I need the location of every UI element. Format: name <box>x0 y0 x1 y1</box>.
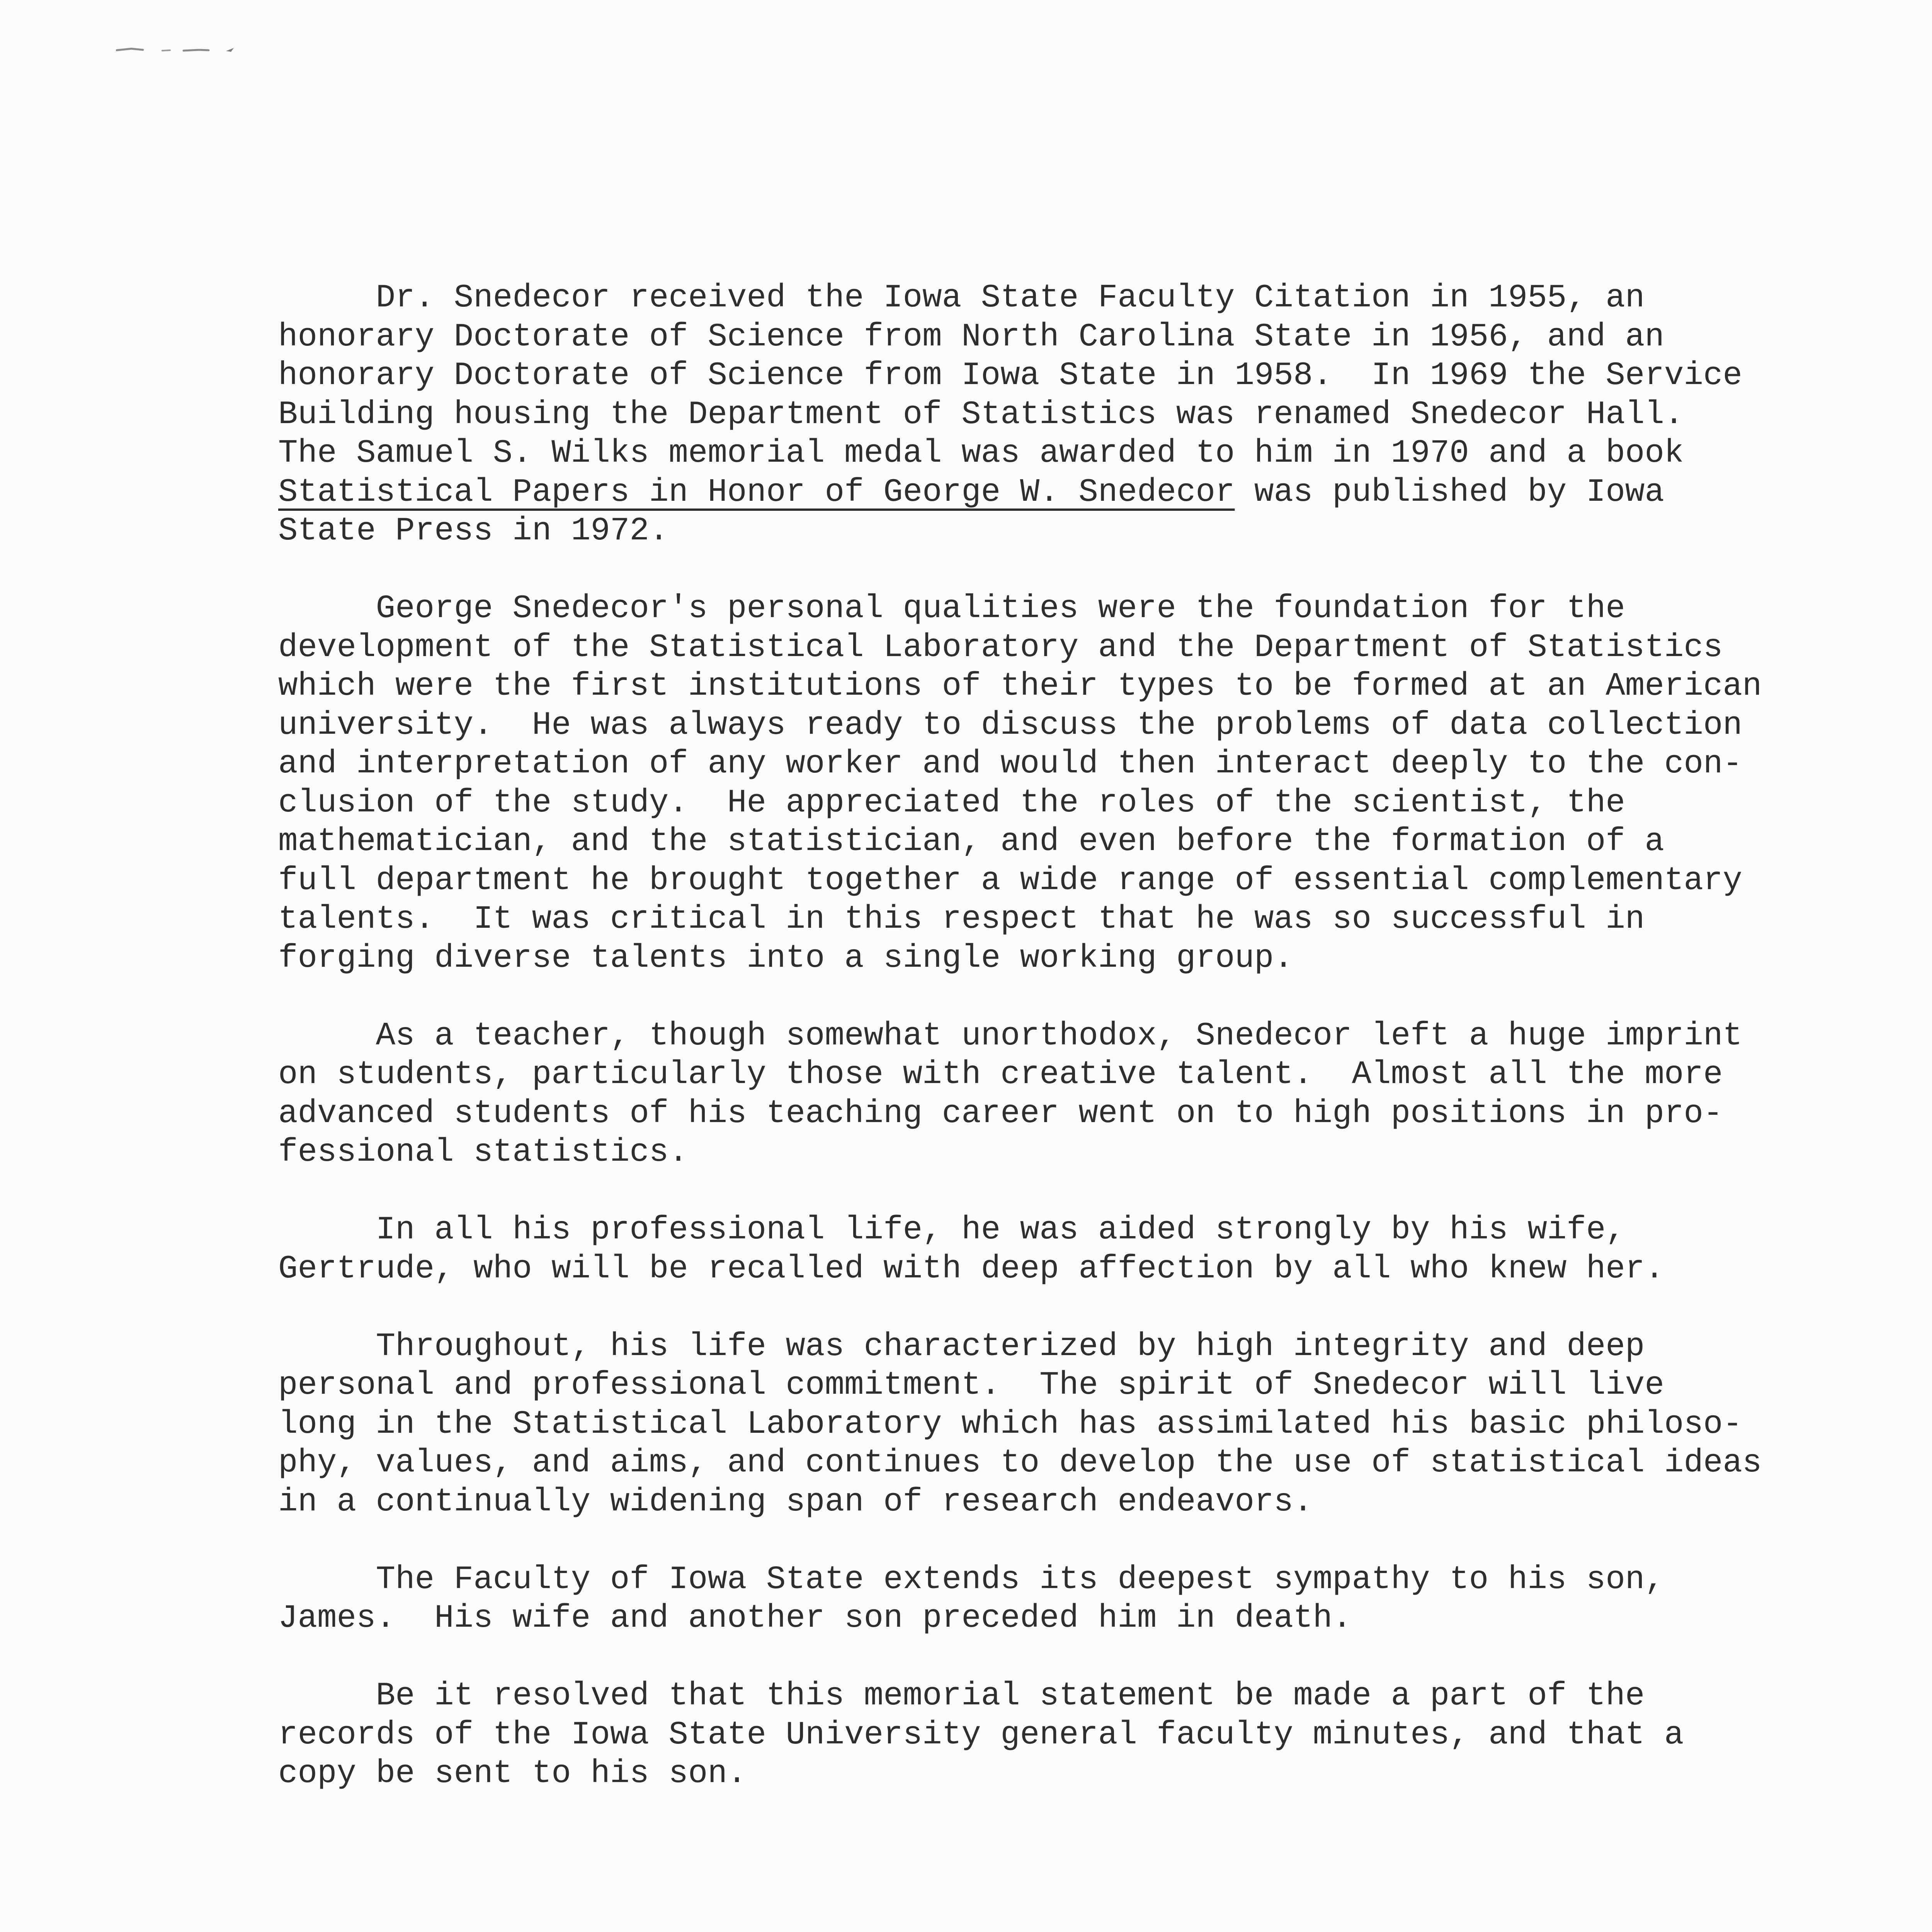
text-line: development of the Statistical Laboratory and the Department of Statistics <box>278 629 1723 666</box>
text-line: records of the Iowa State University general faculty minutes, and that a <box>278 1716 1684 1753</box>
text-line: Be it resolved that this memorial statement be made a part of the <box>278 1678 1645 1714</box>
text-line: in a continually widening span of research endeavors. <box>278 1483 1313 1520</box>
text-line: advanced students of his teaching career went on to high positions in pro- <box>278 1095 1723 1132</box>
text-fragment: was published by Iowa <box>1235 474 1664 511</box>
text-line: Dr. Snedecor received the Iowa State Faculty Citation in 1955, an <box>278 280 1645 316</box>
text-line: honorary Doctorate of Science from North Carolina State in 1956, and an <box>278 318 1664 355</box>
book-title: Statistical Papers in Honor of George W. Snedecor <box>278 474 1235 511</box>
memorial-statement <box>278 279 1901 1832</box>
text-line: full department he brought together a wide range of essential complementary <box>278 862 1743 899</box>
text-line: on students, particularly those with creative talent. Almost all the more <box>278 1056 1723 1093</box>
text-line: The Faculty of Iowa State extends its deepest sympathy to his son, <box>278 1561 1664 1598</box>
paragraph-wife <box>278 1211 1901 1289</box>
text-line: Throughout, his life was characterized by high integrity and deep <box>278 1328 1645 1365</box>
text-line: In all his professional life, he was aided strongly by his wife, <box>278 1212 1625 1248</box>
paragraph-integrity <box>278 1328 1901 1522</box>
text-line: The Samuel S. Wilks memorial medal was awarded to him in 1970 and a book <box>278 435 1684 472</box>
text-line: forging diverse talents into a single working group. <box>278 940 1294 977</box>
text-line: personal and professional commitment. The spirit of Snedecor will live <box>278 1367 1664 1404</box>
text-line: Gertrude, who will be recalled with deep affection by all who knew her. <box>278 1250 1664 1287</box>
text-line: and interpretation of any worker and would then interact deeply to the con- <box>278 746 1743 782</box>
text-line: fessional statistics. <box>278 1134 688 1171</box>
text-line: university. He was always ready to discuss the problems of data collection <box>278 707 1743 744</box>
text-line: phy, values, and aims, and continues to develop the use of statistical ideas <box>278 1445 1762 1481</box>
paragraph-resolution <box>278 1677 1901 1794</box>
paragraph-sympathy <box>278 1561 1901 1638</box>
text-line: talents. It was critical in this respect that he was so successful in <box>278 901 1645 938</box>
text-line: long in the Statistical Laboratory which has assimilated his basic philoso- <box>278 1406 1743 1443</box>
paragraph-teacher <box>278 1017 1901 1172</box>
text-line: which were the first institutions of their types to be formed at an American <box>278 668 1762 705</box>
text-line-with-title <box>278 473 1901 512</box>
text-line: clusion of the study. He appreciated the roles of the scientist, the <box>278 784 1625 821</box>
text-line: As a teacher, though somewhat unorthodox, Snedecor left a huge imprint <box>278 1017 1743 1054</box>
text-line: honorary Doctorate of Science from Iowa State in 1958. In 1969 the Service <box>278 357 1743 394</box>
paragraph-qualities <box>278 590 1901 978</box>
text-line: James. His wife and another son preceded him in death. <box>278 1600 1352 1637</box>
text-line: mathematician, and the statistician, and even before the formation of a <box>278 823 1664 860</box>
text-line: Building housing the Department of Statistics was renamed Snedecor Hall. <box>278 396 1684 433</box>
paragraph-honors <box>278 279 1901 551</box>
text-line: copy be sent to his son. <box>278 1755 747 1792</box>
text-line: State Press in 1972. <box>278 513 669 549</box>
text-line: George Snedecor's personal qualities were the foundation for the <box>278 590 1625 627</box>
pencil-mark-icon <box>116 46 236 54</box>
